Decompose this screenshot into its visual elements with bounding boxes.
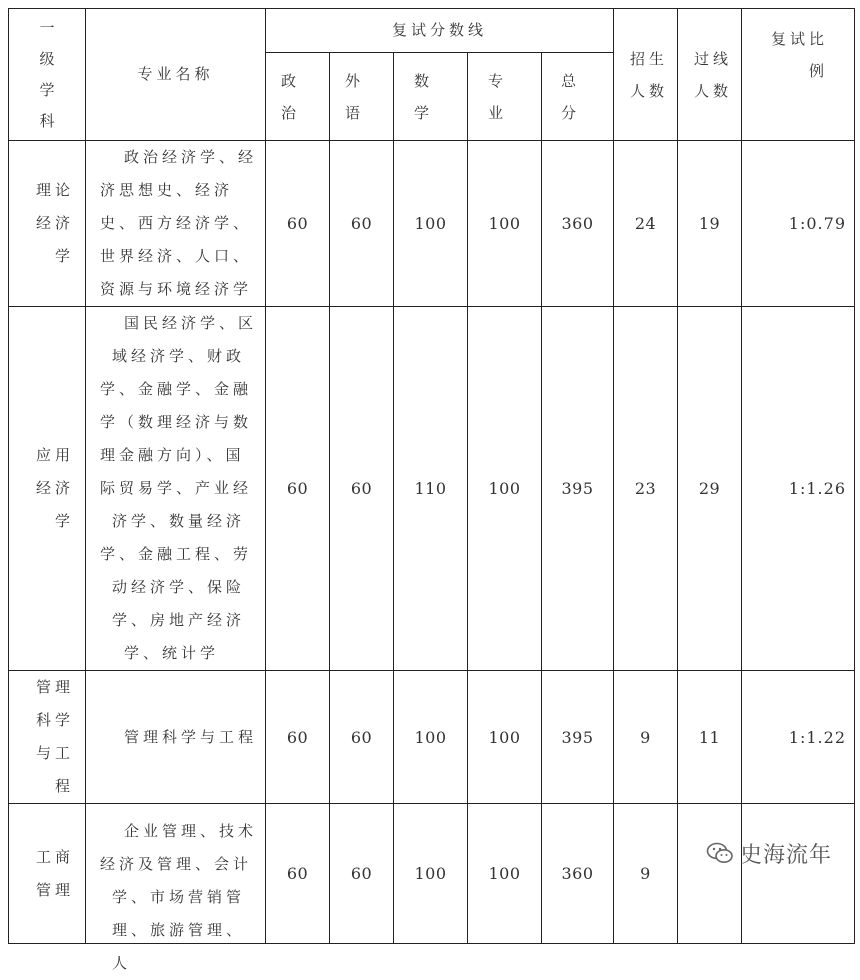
enrollment-cell: 24	[614, 141, 678, 307]
major-line: 学、市场营销管	[112, 888, 246, 906]
math-cell: 110	[394, 307, 468, 671]
math-cell: 100	[394, 671, 468, 804]
table-row	[9, 307, 855, 671]
discipline-cell: 工商管理	[9, 804, 86, 944]
header-major-name: 专业名称	[86, 9, 266, 141]
passed-cell: 11	[678, 671, 742, 804]
total-cell: 360	[542, 804, 614, 944]
major-line: 动经济学、保险	[112, 578, 246, 596]
major-line: 域经济学、财政	[112, 347, 246, 365]
enrollment-cell: 23	[614, 307, 678, 671]
header-passed: 过线人数	[678, 9, 742, 141]
table-row	[9, 804, 855, 944]
enrollment-cell: 9	[614, 804, 678, 944]
math-cell: 100	[394, 141, 468, 307]
header-total: 总分	[542, 53, 614, 141]
enrollment-cell: 9	[614, 671, 678, 804]
major-line: 学、金融工程、劳	[100, 545, 253, 563]
major-line: 经济及管理、会计	[100, 855, 253, 873]
header-discipline: 一级学科	[9, 9, 86, 141]
header-score-line: 复试分数线	[266, 9, 614, 53]
major-line: 学、房地产经济	[112, 611, 246, 629]
politics-cell: 60	[266, 141, 330, 307]
header-ratio: 复试比例	[742, 9, 855, 141]
ratio-cell: 1:1.26	[742, 307, 855, 671]
major-line: 济学、数量经济	[112, 512, 246, 530]
discipline-cell: 管理科学与工程	[9, 671, 86, 804]
header-politics: 政治	[266, 53, 330, 141]
passed-cell	[678, 804, 742, 944]
major-line: 理、旅游管理、人	[112, 921, 246, 972]
ratio-cell: 1:0.79	[742, 141, 855, 307]
table-row	[9, 141, 855, 307]
major-line: 世界经济、人口、	[100, 247, 253, 265]
header-enrollment: 招生人数	[614, 9, 678, 141]
major-score-cell: 100	[468, 804, 542, 944]
major-line: 管理科学与工程	[124, 727, 258, 746]
foreign-language-cell: 60	[330, 671, 394, 804]
major-line: 企业管理、技术	[124, 822, 258, 840]
header-major: 专业	[468, 53, 542, 141]
discipline-cell: 理论经济学	[9, 141, 86, 307]
major-line: 政治经济学、经	[124, 148, 258, 166]
major-line: 学、统计学	[124, 644, 220, 662]
major-line: 资源与环境经济学	[100, 280, 253, 298]
major-line: 学（数理经济与数	[100, 413, 253, 431]
ratio-cell: 1:1.22	[742, 671, 855, 804]
passed-cell: 29	[678, 307, 742, 671]
total-cell: 395	[542, 671, 614, 804]
watermark	[706, 836, 832, 870]
major-cell	[86, 141, 266, 307]
major-line: 济思想史、经济	[100, 181, 234, 199]
math-cell: 100	[394, 804, 468, 944]
foreign-language-cell: 60	[330, 141, 394, 307]
foreign-language-cell: 60	[330, 804, 394, 944]
major-score-cell: 100	[468, 671, 542, 804]
politics-cell: 60	[266, 307, 330, 671]
total-cell: 395	[542, 307, 614, 671]
wechat-icon	[706, 841, 734, 865]
table-row	[9, 671, 855, 804]
total-cell: 360	[542, 141, 614, 307]
header-row-1	[9, 9, 855, 53]
ratio-cell	[742, 804, 855, 944]
major-score-cell: 100	[468, 307, 542, 671]
major-line: 国民经济学、区	[124, 314, 258, 332]
score-table	[8, 8, 855, 972]
major-score-cell: 100	[468, 141, 542, 307]
major-cell	[86, 307, 266, 671]
foreign-language-cell: 60	[330, 307, 394, 671]
politics-cell: 60	[266, 671, 330, 804]
major-line: 学、金融学、金融	[100, 380, 253, 398]
politics-cell: 60	[266, 804, 330, 944]
major-line: 史、西方经济学、	[100, 214, 253, 232]
major-cell	[86, 804, 266, 972]
header-foreign-language: 外语	[330, 53, 394, 141]
watermark-text: 史海流年	[740, 842, 833, 868]
major-line: 理金融方向）、国	[100, 446, 245, 464]
major-cell	[86, 671, 266, 804]
major-line: 际贸易学、产业经	[100, 479, 253, 497]
discipline-cell: 应用经济学	[9, 307, 86, 671]
header-math: 数学	[394, 53, 468, 141]
passed-cell: 19	[678, 141, 742, 307]
